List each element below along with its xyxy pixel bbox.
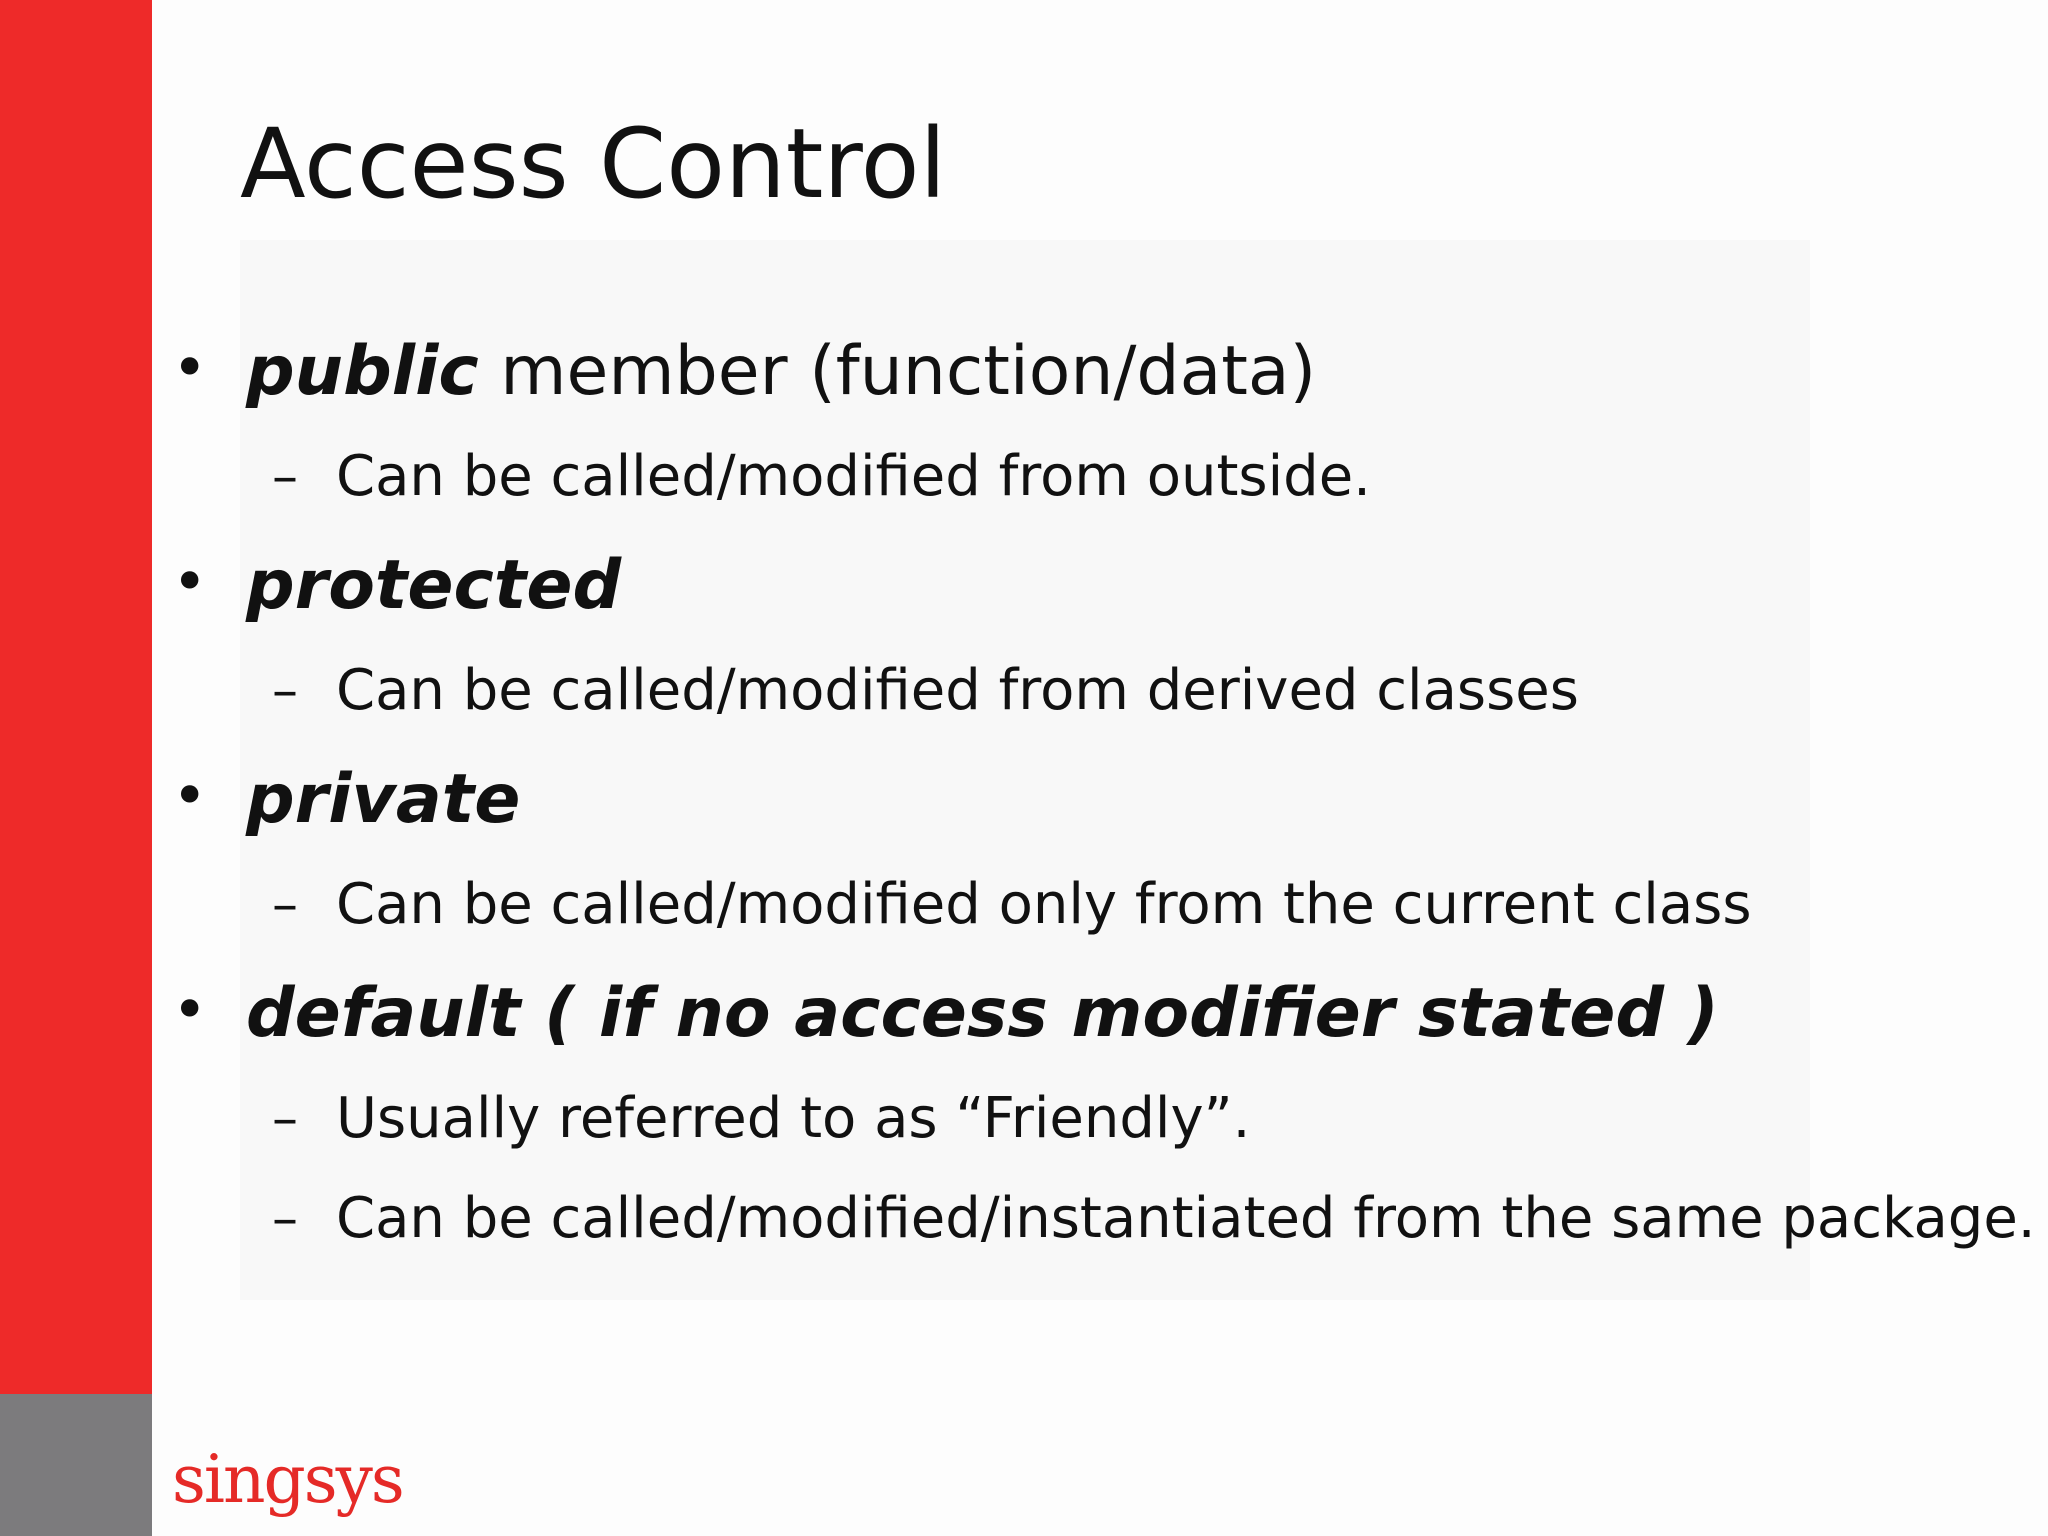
sub-item-text: Can be called/modified only from the current class (336, 872, 1752, 937)
dash-icon: – (272, 1089, 298, 1149)
singsys-logo: singsys (172, 1441, 403, 1518)
slide-title: Access Control (240, 108, 947, 220)
bullet-icon: • (172, 975, 208, 1045)
sub-item-text: Can be called/modified/instantiated from the same package. (336, 1186, 2036, 1251)
bullet-keyword: private (246, 760, 521, 839)
dash-icon: – (272, 1189, 298, 1249)
dash-icon: – (272, 875, 298, 935)
sub-item-text: Can be called/modified from derived classes (336, 658, 1579, 723)
sidebar-red-bar (0, 0, 152, 1394)
bullet-text (246, 760, 520, 840)
sidebar-gray-block (0, 1394, 152, 1536)
sub-item-text: Usually referred to as “Friendly”. (336, 1086, 1251, 1151)
dash-icon: – (272, 661, 298, 721)
bullet-text (246, 332, 1316, 412)
sub-item-text: Can be called/modified from outside. (336, 444, 1371, 509)
bullet-icon: • (172, 333, 208, 403)
bullet-text (246, 546, 621, 626)
bullet-text (246, 974, 1719, 1054)
bullet-keyword: protected (246, 546, 622, 625)
bullet-icon: • (172, 547, 208, 617)
bullet-keyword: public (246, 332, 479, 411)
bullet-keyword: default ( if no access modifier stated ) (246, 974, 1719, 1053)
bullet-rest: member (function/data) (478, 332, 1317, 411)
dash-icon: – (272, 447, 298, 507)
bullet-icon: • (172, 761, 208, 831)
